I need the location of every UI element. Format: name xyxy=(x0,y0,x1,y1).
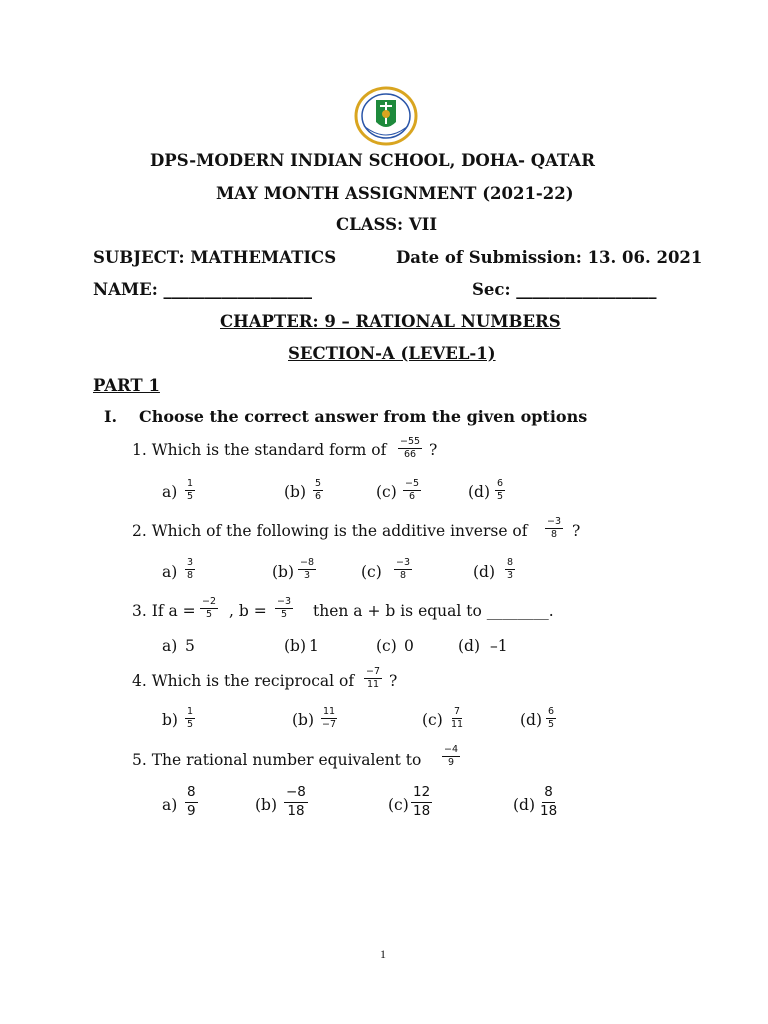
q3-option-a-label: a) xyxy=(162,637,178,655)
school-name: DPS-MODERN INDIAN SCHOOL, DOHA- QATAR xyxy=(150,151,595,170)
question-2-fraction: $\frac{-3}{8}$ xyxy=(547,516,562,540)
q1-option-a-label: a) xyxy=(162,483,178,501)
q3-option-b-label: (b) xyxy=(284,637,307,655)
question-4-text: 4. Which is the reciprocal of xyxy=(132,672,355,690)
q3-option-a-value: 5 xyxy=(185,637,195,655)
q2-option-c-label: (c) xyxy=(361,563,382,581)
q2-option-c-fraction: $\frac{-3}{8}$ xyxy=(396,557,411,581)
q5-option-a-fraction: $\frac{8}{9}$ xyxy=(187,784,196,819)
q3-option-b-value: 1 xyxy=(309,637,319,655)
question-4-fraction: $\frac{-7}{11}$ xyxy=(366,666,381,690)
q4-option-a-fraction: $\frac{1}{5}$ xyxy=(187,706,194,730)
q4-option-d-label: (d) xyxy=(520,711,543,729)
q1-option-a-fraction: $\frac{1}{5}$ xyxy=(187,478,194,502)
q4-option-d-fraction: $\frac{6}{5}$ xyxy=(548,706,555,730)
question-5-fraction: $\frac{-4}{9}$ xyxy=(444,744,459,768)
page-number: 1 xyxy=(380,947,386,961)
q3-option-d-value: –1 xyxy=(490,637,508,655)
q1-option-d-label: (d) xyxy=(468,483,491,501)
q2-option-d-label: (d) xyxy=(473,563,496,581)
submission-date: Date of Submission: 13. 06. 2021 xyxy=(396,248,703,267)
q4-option-b-label: (b) xyxy=(292,711,315,729)
q2-option-b-fraction: $\frac{-8}{3}$ xyxy=(300,557,315,581)
question-3-text: 3. If a = xyxy=(132,602,196,620)
q2-option-a-fraction: $\frac{3}{8}$ xyxy=(187,557,194,581)
q5-option-d-fraction: $\frac{8}{18}$ xyxy=(540,784,558,819)
chapter-title: CHAPTER: 9 – RATIONAL NUMBERS xyxy=(220,312,561,331)
question-2-text: 2. Which of the following is the additive inverse of xyxy=(132,522,528,540)
section-field: Sec: _________________ xyxy=(472,280,657,299)
section-title: SECTION-A (LEVEL-1) xyxy=(288,344,496,363)
question-4-tail: ? xyxy=(389,672,398,690)
q1-option-b-label: (b) xyxy=(284,483,307,501)
q3-option-c-value: 0 xyxy=(404,637,414,655)
question-1-tail: ? xyxy=(429,441,438,459)
q5-option-b-fraction: $\frac{-8}{18}$ xyxy=(286,784,306,819)
q1-option-c-label: (c) xyxy=(376,483,397,501)
q2-option-a-label: a) xyxy=(162,563,178,581)
q4-option-c-fraction: $\frac{7}{11}$ xyxy=(451,706,464,730)
q1-option-b-fraction: $\frac{5}{6}$ xyxy=(315,478,322,502)
q5-option-c-fraction: $\frac{12}{18}$ xyxy=(413,784,431,819)
q3-option-c-label: (c) xyxy=(376,637,397,655)
subject-label: SUBJECT: MATHEMATICS xyxy=(93,248,337,267)
question-3-tail: then a + b is equal to ________. xyxy=(313,602,554,620)
class-label: CLASS: VII xyxy=(336,215,438,234)
name-field: NAME: __________________ xyxy=(93,280,313,299)
question-3-fraction-b: $\frac{-3}{5}$ xyxy=(277,596,292,620)
question-5-text: 5. The rational number equivalent to xyxy=(132,751,422,769)
q1-option-c-fraction: $\frac{-5}{6}$ xyxy=(405,478,420,502)
q1-option-d-fraction: $\frac{6}{5}$ xyxy=(497,478,504,502)
instruction-text: Choose the correct answer from the given options xyxy=(139,407,588,426)
q3-option-d-label: (d) xyxy=(458,637,481,655)
question-3-mid: , b = xyxy=(229,602,267,620)
question-2-tail: ? xyxy=(572,522,581,540)
instruction-roman: I. xyxy=(104,407,118,426)
q5-option-b-label: (b) xyxy=(255,796,278,814)
assignment-title: MAY MONTH ASSIGNMENT (2021-22) xyxy=(216,184,574,203)
q5-option-a-label: a) xyxy=(162,796,178,814)
q2-option-b-label: (b) xyxy=(272,563,295,581)
question-1-text: 1. Which is the standard form of xyxy=(132,441,387,459)
q4-option-c-label: (c) xyxy=(422,711,443,729)
q5-option-d-label: (d) xyxy=(513,796,536,814)
q4-option-b-fraction: $\frac{11}{-7}$ xyxy=(322,706,337,730)
q4-option-a-label: b) xyxy=(162,711,178,729)
part-title: PART 1 xyxy=(93,376,160,395)
q5-option-c-label: (c) xyxy=(388,796,409,814)
q2-option-d-fraction: $\frac{8}{3}$ xyxy=(507,557,514,581)
question-1-fraction: $\frac{-55}{66}$ xyxy=(400,436,421,460)
question-3-fraction-a: $\frac{-2}{5}$ xyxy=(202,596,217,620)
school-logo xyxy=(354,86,418,146)
